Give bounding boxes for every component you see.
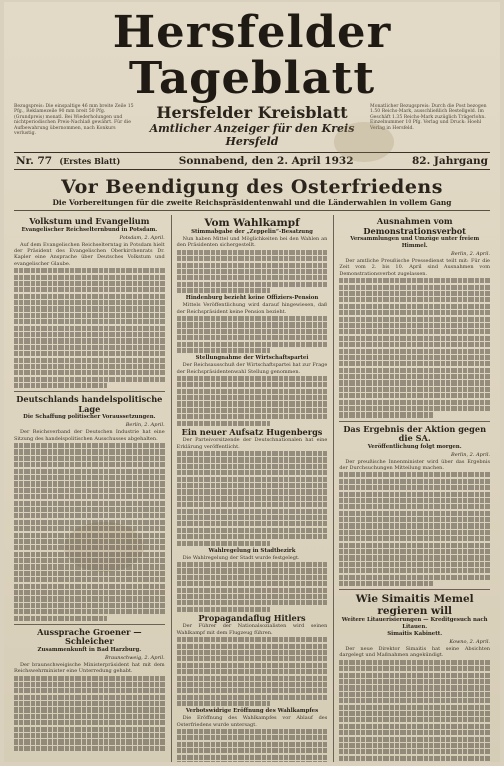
volume-year: 82. Jahrgang bbox=[412, 155, 488, 167]
dateline-place: Potsdam, 2. April. bbox=[119, 234, 165, 241]
article-subheading: Verbotswidrige Eröffnung des Wahlkampfes bbox=[185, 708, 319, 715]
article-heading: Vom Wahlkampf bbox=[204, 217, 300, 229]
divider bbox=[14, 624, 165, 625]
article-text: Der Führer der Nationalsozialisten wird seinen Wahlkampf mit dem Flugzeug führen. bbox=[176, 623, 328, 636]
dateline-place: Kowno, 2. April. bbox=[449, 639, 491, 646]
text-lines bbox=[177, 316, 328, 353]
text-lines bbox=[339, 660, 490, 762]
article-subheading: Stellungnahme der Wirtschaftspartei bbox=[195, 355, 309, 362]
text-lines bbox=[177, 729, 328, 762]
article-heading: Volkstum und Evangelium bbox=[29, 216, 150, 226]
article-heading: Ausnahmen vom Demonstrationsverbot bbox=[363, 216, 466, 236]
info-right: Monatlicher Bezugspreis: Durch die Post bezogen 1.50 Reichs-Mark, ausschließlich Bestellgeld. Im Geschäft 1.35 Reichs-Mark zuzüglich Trägerlohn. Einzelnummer 10 Pfg. Verlag und Druck: Hoehl Verlag in Hersfeld. bbox=[370, 104, 487, 131]
article-subheading: Zusammenkunft in Bad Harzburg. bbox=[37, 646, 142, 653]
article-subheading-secondary: Simaitis Kabinett. bbox=[387, 631, 443, 638]
masthead-title: Hersfelder Tageblatt bbox=[112, 7, 392, 104]
text-lines bbox=[14, 443, 165, 621]
article-text: Die Wahlregelung der Stadt wurde festgelegt. bbox=[182, 554, 300, 561]
article-subheading: Die Schaffung politischer Voraussetzungen. bbox=[23, 414, 156, 421]
article-heading: Das Ergebnis der Aktion gegen die SA. bbox=[343, 423, 487, 444]
article-heading: Deutschlands handelspolitische Lage bbox=[16, 394, 163, 414]
article-text: Mittels Veröffentlichung wird darauf hingewiesen, daß der Reichspräsident keine Pension bezieht. bbox=[176, 302, 328, 315]
text-lines bbox=[339, 278, 490, 417]
article-columns bbox=[14, 215, 490, 762]
dateline-place: Berlin, 2. April. bbox=[451, 451, 491, 458]
dateline bbox=[14, 152, 490, 170]
text-lines bbox=[177, 637, 328, 706]
text-lines bbox=[177, 376, 328, 426]
main-headline: Vor Beendigung des Osterfriedens bbox=[61, 176, 443, 198]
article-subheading: Wahlregelung in Stadtbezirk bbox=[208, 547, 296, 554]
dateline-place: Braunschweig, 2. April. bbox=[105, 654, 165, 661]
column-left bbox=[14, 215, 165, 762]
article-heading: Aussprache Groener — Schleicher bbox=[37, 626, 142, 647]
article-text: Der preußische Innenminister wird über das Ergebnis der Durchsuchungen Mitteilung machen. bbox=[339, 458, 491, 471]
column-middle bbox=[171, 215, 328, 762]
issue-info bbox=[16, 155, 120, 167]
divider bbox=[339, 421, 490, 422]
column-right bbox=[333, 215, 490, 762]
newspaper-page bbox=[4, 2, 500, 762]
amtlich-line: Amtlicher Anzeiger für den Kreis Hersfeld bbox=[149, 122, 355, 148]
article-subheading: Hindenburg bezieht keine Offiziers-Pension bbox=[185, 295, 319, 302]
edition-label: (Erstes Blatt) bbox=[59, 156, 121, 166]
info-left: Bezugspreis: Die einspaltige 46 mm breite Zeile 15 Pfg., Reklamezeile 90 mm breit 50 Pfg. (Grundpreis) monatl. Bei Wiederholungen und nichtperiodischen Preis-Nachlaß gewährt. Für die Aufbewahrung übernommen, nach Konkurs verlustig. bbox=[14, 104, 134, 137]
article-subheading: Stimmabgabe der „Zeppelin“-Besatzung bbox=[191, 229, 313, 235]
article-subheading: Evangelischer Reichselternbund in Potsdam. bbox=[21, 226, 158, 233]
text-lines bbox=[14, 676, 165, 751]
article-subheading: Versammlungen und Umzüge unter freiem Himmel. bbox=[350, 236, 480, 249]
article-heading: Wie Simaitis Memel regieren will bbox=[355, 593, 474, 618]
text-lines bbox=[177, 451, 328, 546]
article-text: Die Eröffnung des Wahlkampfes vor Ablauf des Osterfriedens wurde untersagt. bbox=[176, 715, 328, 728]
article-subheading: Veröffentlichung folgt morgen. bbox=[367, 443, 462, 450]
article-text: Der neue Direktor Simaitis hat seine Absichten dargelegt und Maßnahmen angekündigt. bbox=[339, 646, 491, 659]
article-text: Der Reichsverband der Deutschen Industrie hat eine Sitzung des handelspolitischen Ausschusses abgehalten. bbox=[14, 429, 165, 442]
article-subheading: Weitere Litauerisierungen — Kreditgesuch nach Litauen. bbox=[341, 617, 488, 631]
article-text: Der Parteivorsitzende der Deutschnationalen hat eine Erklärung veröffentlicht. bbox=[176, 437, 328, 450]
text-lines bbox=[177, 562, 328, 612]
text-lines bbox=[339, 472, 490, 586]
dateline-place: Berlin, 2. April. bbox=[125, 422, 165, 429]
issue-date: Sonnabend, den 2. April 1932 bbox=[178, 155, 354, 167]
article-text: Nun haben Mittel und Möglichkeiten bei den Wahlen an den Präsidenten sichergestellt. bbox=[176, 236, 328, 249]
text-lines bbox=[14, 268, 165, 388]
issue-number: Nr. 77 bbox=[16, 155, 53, 167]
main-subheadline: Die Vorbereitungen für die zweite Reichspräsidentenwahl und die Länderwahlen in vollem Gang bbox=[14, 198, 490, 211]
article-text: Der Reichsausschuß der Wirtschaftspartei hat zur Frage der Reichspräsidentenwahl Stellung genommen. bbox=[176, 362, 328, 375]
stain bbox=[334, 122, 394, 162]
article-text: Auf dem Evangelischen Reichselterntag in Potsdam hielt der Präsident des Evangelischen Oberkirchenrats Dr. Kapler eine Ansprache über Deutsches Volkstum und evangelischer Glaube. bbox=[14, 241, 165, 267]
text-lines bbox=[177, 250, 328, 293]
kreisblatt-title: Hersfelder Kreisblatt bbox=[156, 103, 348, 122]
masthead-subrow bbox=[14, 104, 490, 148]
article-text: Der amtliche Preußische Pressedienst teilt mit: Für die Zeit vom 2. bis 10. April sind Ausnahmen vom Demonstrationsverbot zugelassen. bbox=[339, 258, 491, 277]
divider bbox=[14, 391, 165, 392]
article-heading: Ein neuer Aufsatz Hugenbergs bbox=[181, 426, 323, 437]
dateline-place: Berlin, 2. April. bbox=[451, 251, 491, 257]
article-text: Der braunschweigische Ministerpräsident hat mit dem Reichswehrminister eine Unterredung gehabt. bbox=[14, 661, 165, 675]
article-heading: Propagandaflug Hitlers bbox=[198, 612, 306, 623]
divider bbox=[339, 589, 490, 590]
